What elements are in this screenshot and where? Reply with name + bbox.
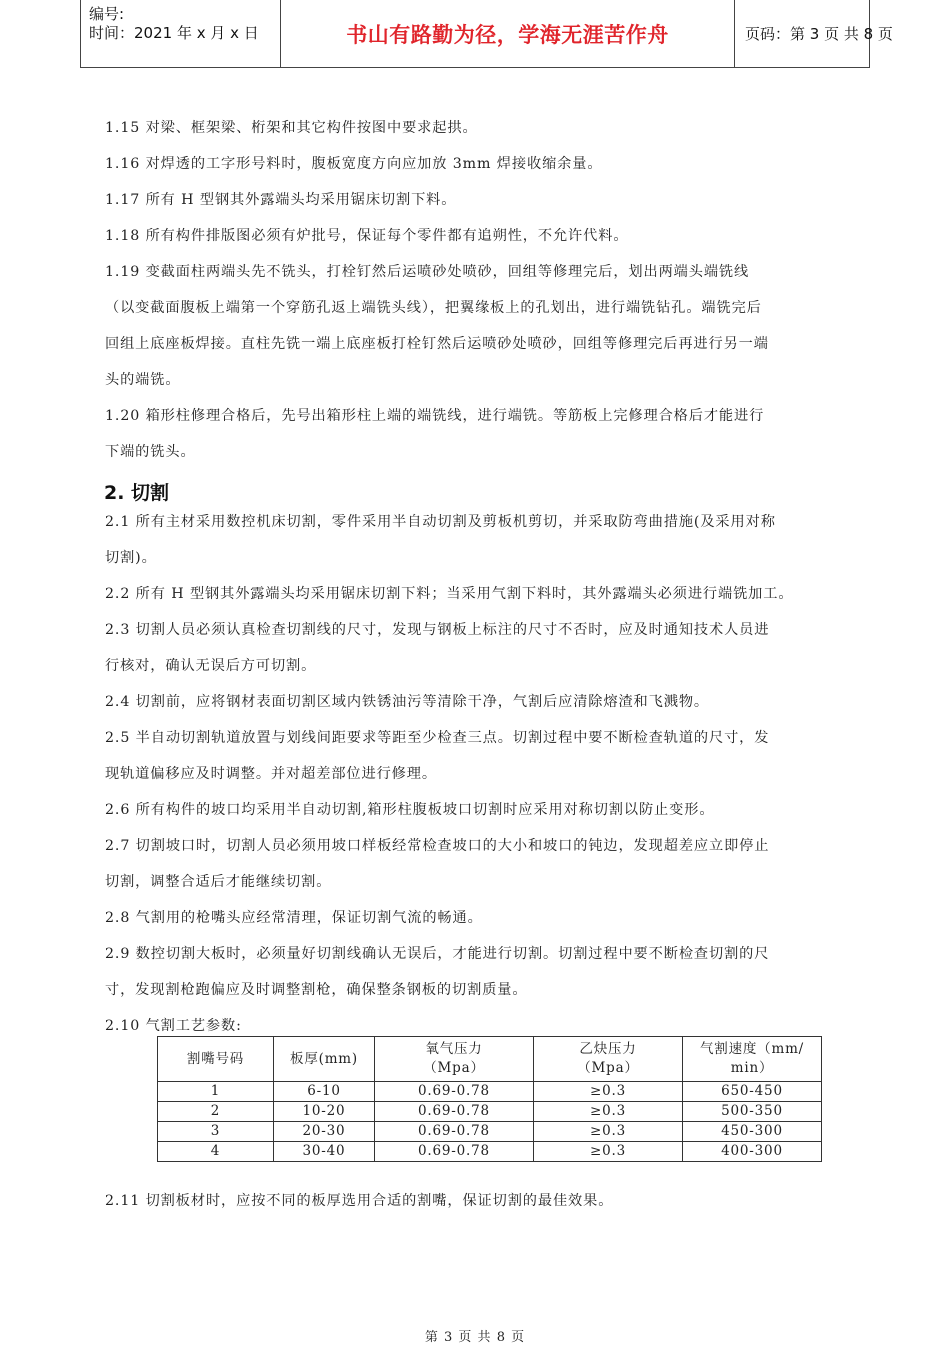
table-header-cell	[158, 1037, 274, 1082]
paragraph	[105, 900, 845, 936]
paragraph-line: 1.16 对焊透的工字形号料时，腹板宽度方向应加放 3mm 焊接收缩余量。	[105, 156, 603, 172]
section-1-paragraphs	[105, 110, 845, 470]
section-2-title: 2. 切割	[104, 482, 170, 504]
paragraph-line: 回组上底座板焊接。直柱先铣一端上底座板打栓钉然后运喷砂处喷砂，回组等修理完后再进行另一端	[105, 336, 769, 352]
table-cell: ≥0.3	[534, 1142, 683, 1162]
table-cell: 0.69-0.78	[375, 1122, 534, 1142]
paragraph-line: 2.9 数控切割大板时，必须量好切割线确认无误后，才能进行切割。切割过程中要不断检查切割的尺	[105, 946, 770, 962]
document-time-label: 时间：2021 年 x 月 x 日	[89, 24, 259, 42]
header-motto: 书山有路勤为径，学海无涯苦作舟	[346, 22, 669, 47]
table-cell: 0.69-0.78	[375, 1082, 534, 1102]
table-row	[158, 1102, 822, 1122]
table-header-cell	[534, 1037, 683, 1082]
paragraph	[105, 684, 845, 720]
paragraph-line: 1.19 变截面柱两端头先不铣头，打栓钉然后运喷砂处喷砂，回组等修理完后，划出两端头端铣线	[105, 264, 750, 280]
table-cell: ≥0.3	[534, 1082, 683, 1102]
paragraph-line: 2.6 所有构件的坡口均采用半自动切割,箱形柱腹板坡口切割时应采用对称切割以防止变形。	[105, 802, 715, 818]
table-cell: 650-450	[683, 1082, 822, 1102]
paragraph	[105, 576, 845, 612]
table-cell: 3	[158, 1122, 274, 1142]
paragraph-line: 2.1 所有主材采用数控机床切割，零件采用半自动切割及剪板机剪切，并采取防弯曲措施(及采用对称	[105, 514, 776, 530]
paragraph	[105, 398, 845, 470]
paragraph-line: （以变截面腹板上端第一个穿筋孔返上端铣头线），把翼缘板上的孔划出，进行端铣钻孔。端铣完后	[105, 300, 762, 316]
table-cell: ≥0.3	[534, 1102, 683, 1122]
paragraph	[105, 218, 845, 254]
table-cell: 30-40	[274, 1142, 375, 1162]
paragraph	[105, 828, 845, 900]
paragraph	[105, 792, 845, 828]
paragraph-line: 1.15 对梁、框架梁、桁架和其它构件按图中要求起拱。	[105, 120, 478, 136]
section-2-paragraphs	[105, 504, 845, 1044]
table-row	[158, 1142, 822, 1162]
paragraph-line: 1.20 箱形柱修理合格后，先号出箱形柱上端的端铣线，进行端铣。等筋板上完修理合格后才能进行	[105, 408, 765, 424]
header-motto-cell	[281, 0, 735, 67]
table-cell: 500-350	[683, 1102, 822, 1122]
paragraph-line: 2.10 气割工艺参数:	[105, 1018, 242, 1034]
paragraph	[105, 612, 845, 684]
page-header	[80, 0, 893, 68]
paragraph	[105, 720, 845, 792]
paragraph-line: 1.17 所有 H 型钢其外露端头均采用锯床切割下料。	[105, 192, 457, 208]
table-header-line: 板厚(mm)	[290, 1050, 358, 1067]
paragraph	[105, 504, 845, 576]
table-cell: 20-30	[274, 1122, 375, 1142]
page-footer: 第 3 页 共 8 页	[424, 1330, 526, 1345]
table-cell: 1	[158, 1082, 274, 1102]
table-row	[158, 1082, 822, 1102]
paragraph	[105, 254, 845, 398]
header-meta	[81, 0, 281, 67]
header-page-cell	[735, 0, 893, 67]
paragraph-line: 2.5 半自动切割轨道放置与划线间距要求等距至少检查三点。切割过程中要不断检查轨道的尺寸，发	[105, 730, 770, 746]
paragraph-line: 切割)。	[105, 550, 157, 566]
table-cell: 2	[158, 1102, 274, 1122]
paragraph-line: 现轨道偏移应及时调整。并对超差部位进行修理。	[105, 766, 437, 782]
paragraph-line: 2.3 切割人员必须认真检查切割线的尺寸，发现与钢板上标注的尺寸不否时，应及时通知技术人员进	[105, 622, 770, 638]
table-header-cell	[274, 1037, 375, 1082]
paragraph-line: 寸，发现割枪跑偏应及时调整割枪，确保整条钢板的切割质量。	[105, 982, 528, 998]
paragraph	[105, 182, 845, 218]
table-cell: 400-300	[683, 1142, 822, 1162]
paragraph-line: 头的端铣。	[105, 372, 181, 388]
paragraph-line: 2.11 切割板材时，应按不同的板厚选用合适的割嘴，保证切割的最佳效果。	[105, 1193, 614, 1209]
table-header-cell	[375, 1037, 534, 1082]
table-cell: ≥0.3	[534, 1122, 683, 1142]
cutting-parameters-table	[157, 1036, 822, 1162]
paragraph-line: 2.2 所有 H 型钢其外露端头均采用锯床切割下料；当采用气割下料时，其外露端头必须进行端铣加工。	[105, 586, 794, 602]
paragraph	[105, 936, 845, 1008]
paragraph-line: 切割，调整合适后才能继续切割。	[105, 874, 332, 890]
table-row	[158, 1122, 822, 1142]
table-cell: 6-10	[274, 1082, 375, 1102]
header-page-info: 页码：第 3 页 共 8 页	[745, 25, 893, 43]
table-header-line: 气割速度（mm/	[699, 1041, 805, 1057]
table-header-line: 乙炔压力	[579, 1041, 637, 1057]
paragraph	[105, 110, 845, 146]
table-header-cell	[683, 1037, 822, 1082]
table-cell: 450-300	[683, 1122, 822, 1142]
paragraph-line: 2.4 切割前，应将钢材表面切割区域内铁锈油污等清除干净，气割后应清除熔渣和飞溅物。	[105, 694, 710, 710]
table-header-line: （Mpa）	[423, 1060, 485, 1076]
paragraph-line: 2.7 切割坡口时，切割人员必须用坡口样板经常检查坡口的大小和坡口的钝边，发现超差应立即停止	[105, 838, 770, 854]
table-header-line: 割嘴号码	[186, 1050, 245, 1067]
table-cell: 0.69-0.78	[375, 1142, 534, 1162]
table-cell: 0.69-0.78	[375, 1102, 534, 1122]
paragraph-line: 行核对，确认无误后方可切割。	[105, 658, 317, 674]
table-header-line: （Mpa）	[577, 1060, 639, 1076]
paragraph	[105, 146, 845, 182]
paragraph-2-11	[105, 1183, 845, 1219]
table-cell: 10-20	[274, 1102, 375, 1122]
paragraph-line: 1.18 所有构件排版图必须有炉批号，保证每个零件都有追朔性，不允许代料。	[105, 228, 629, 244]
paragraph-line: 下端的铣头。	[105, 444, 196, 460]
table-header-line: min）	[730, 1060, 774, 1076]
paragraph-line: 2.8 气割用的枪嘴头应经常清理，保证切割气流的畅通。	[105, 910, 483, 926]
table-header-row	[158, 1037, 822, 1082]
table-header-line: 氧气压力	[425, 1041, 483, 1057]
table-body	[158, 1082, 822, 1162]
document-code-label: 编号:	[89, 5, 125, 23]
table-cell: 4	[158, 1142, 274, 1162]
